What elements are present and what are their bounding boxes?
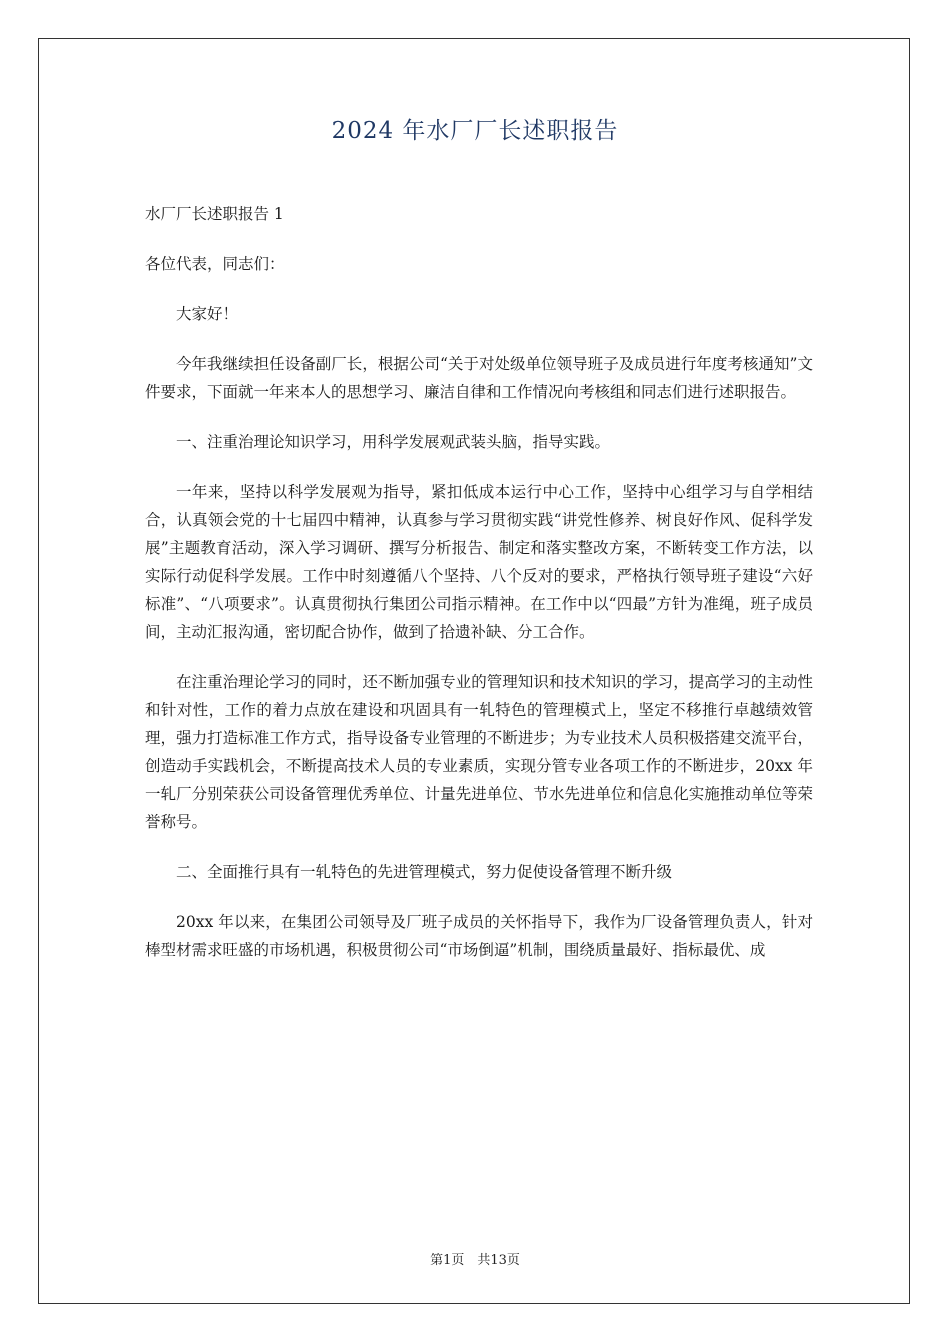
- greeting: 大家好！: [176, 305, 239, 323]
- section-heading-2: 二、全面推行具有一轧特色的先进管理模式，努力促使设备管理不断升级: [176, 863, 673, 881]
- document-body: [145, 200, 813, 986]
- section-heading-1: 一、注重治理论知识学习，用科学发展观武装头脑，指导实践。: [176, 433, 611, 451]
- page-number: 第1页 共13页: [430, 1253, 520, 1268]
- paragraph-intro: 今年我继续担任设备副厂长，根据公司“关于对处级单位领导班子及成员进行年度考核通知”文件要求，下面就一年来本人的思想学习、廉洁自律和工作情况向考核组和同志们进行述职报告。: [145, 355, 813, 401]
- paragraph-study: 一年来，坚持以科学发展观为指导，紧扣低成本运行中心工作，坚持中心组学习与自学相结合，认真领会党的十七届四中精神，认真参与学习贯彻实践“讲党性修养、树良好作风、促科学发展”主题教育活动，深入学习调研、撰写分析报告、制定和落实整改方案，不断转变工作方法，以实际行动促科学发展。工作中时刻遵循八个坚持、八个反对的要求，严格执行领导班子建设“六好标准”、“八项要求”。认真贯彻执行集团公司指示精神。在工作中以“四最”方针为准绳，班子成员间，主动汇报沟通，密切配合协作，做到了拾遗补缺、分工合作。: [145, 483, 813, 641]
- salutation: 各位代表，同志们：: [145, 255, 285, 273]
- paragraph-professional: 在注重治理论学习的同时，还不断加强专业的管理知识和技术知识的学习，提高学习的主动性和针对性，工作的着力点放在建设和巩固具有一轧特色的管理模式上，坚定不移推行卓越绩效管理，强力打造标准工作方式，指导设备专业管理的不断进步；为专业技术人员积极搭建交流平台，创造动手实践机会，不断提高技术人员的专业素质，实现分管专业各项工作的不断进步，20xx 年一轧厂分别荣获公司设备管理优秀单位、计量先进单位、节水先进单位和信息化实施推动单位等荣誉称号。: [145, 673, 813, 831]
- document-title: 2024 年水厂厂长述职报告: [331, 118, 619, 144]
- paragraph-management: 20xx 年以来，在集团公司领导及厂班子成员的关怀指导下，我作为厂设备管理负责人，针对棒型材需求旺盛的市场机遇，积极贯彻公司“市场倒逼”机制，围绕质量最好、指标最优、成: [145, 913, 813, 959]
- report-subtitle: 水厂厂长述职报告 1: [145, 205, 284, 223]
